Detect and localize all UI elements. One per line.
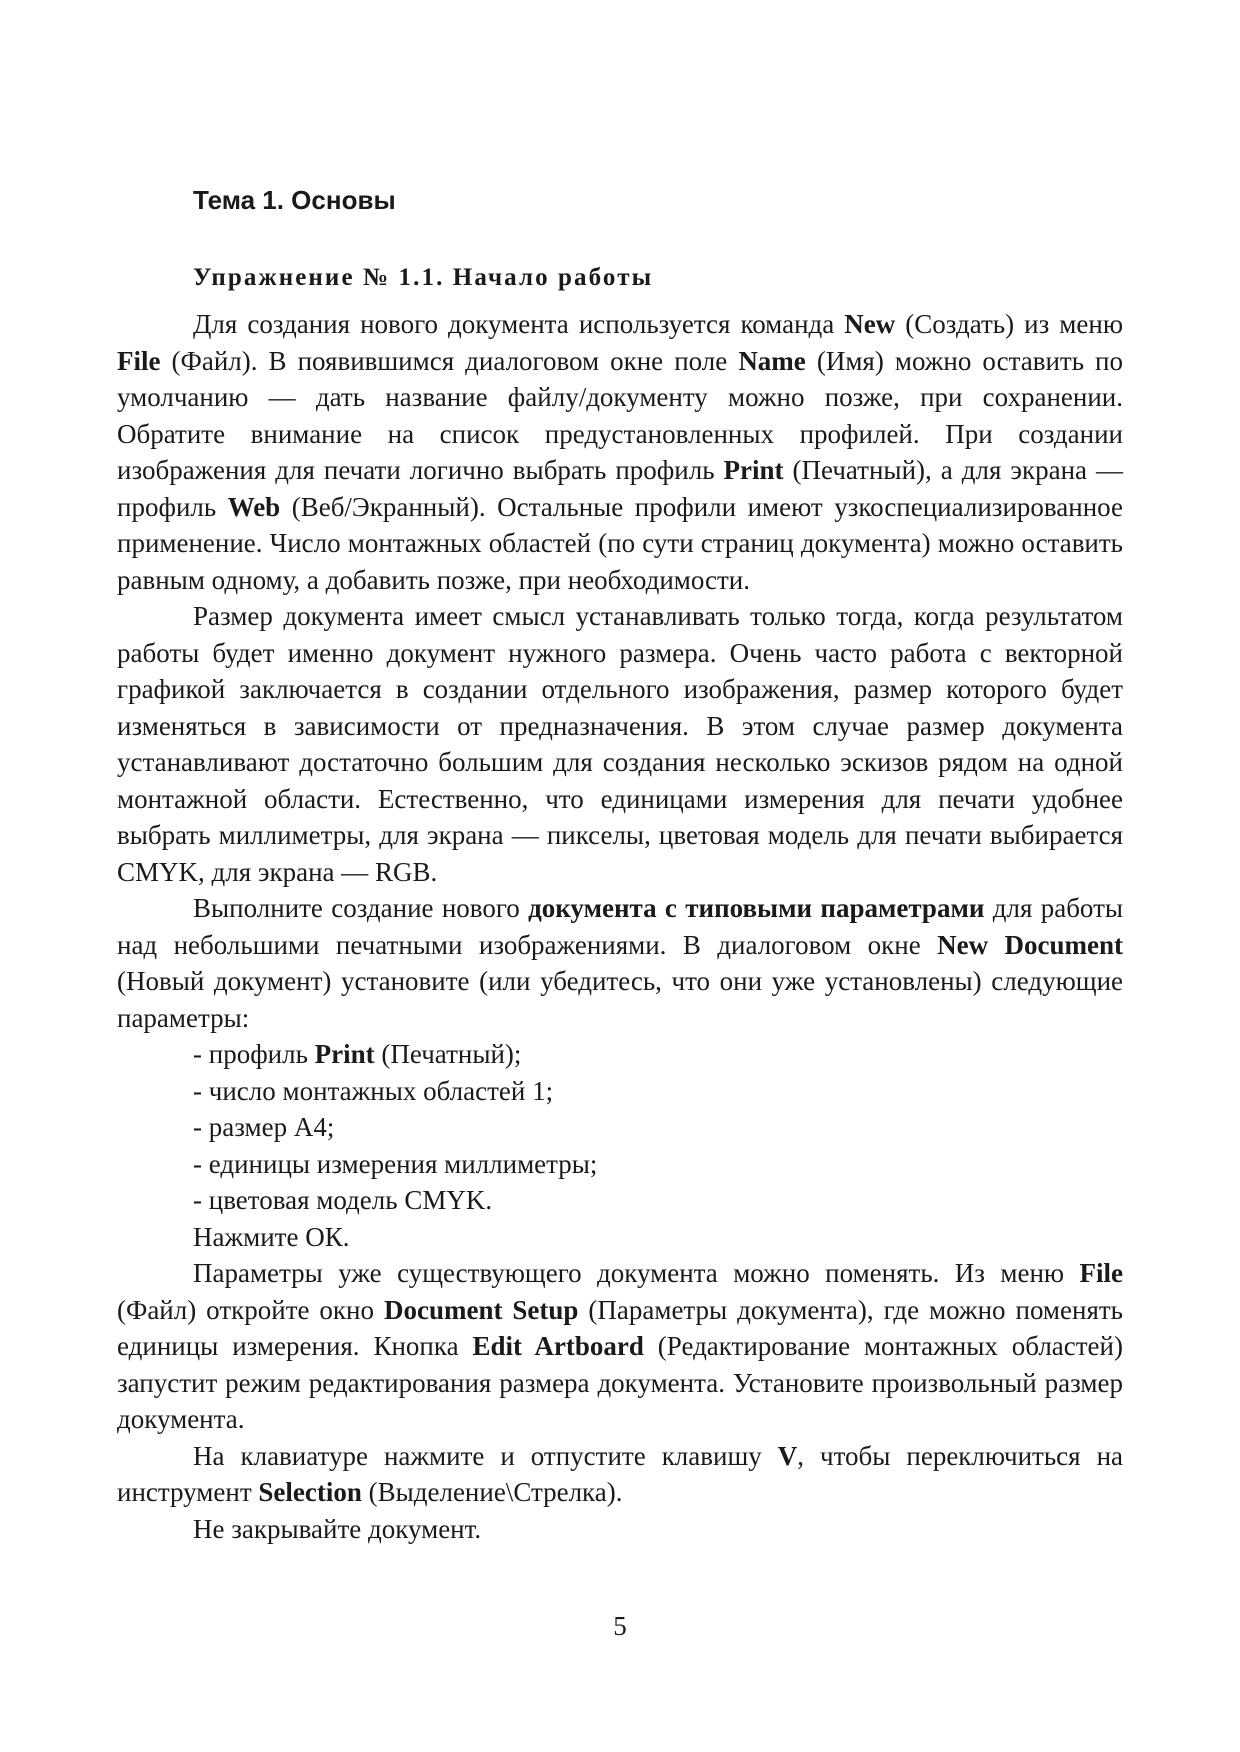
bold-term-new: New — [844, 309, 896, 339]
text-run: Для создания нового документа используется команда — [193, 309, 845, 339]
text-run: (Печатный), а для экрана — профиль — [117, 455, 1123, 522]
text-run: - профиль — [193, 1039, 315, 1069]
text-run: (Файл). В появившимся диалоговом окне поле — [160, 345, 739, 376]
bold-term-file: File — [117, 345, 161, 376]
paragraph-do-not-close: Не закрывайте документ. — [193, 1513, 482, 1544]
bold-term-edit-artboard: Edit Artboard — [472, 1331, 644, 1361]
list-item-color-model: - цветовая модель CMYK. — [193, 1185, 493, 1215]
topic-title: Тема 1. Основы — [193, 185, 396, 215]
text-run: (Параметры документа), где можно поменять единицы измерения. Кнопка — [117, 1294, 1123, 1361]
text-run: (Выделение\Стрелка). — [361, 1477, 623, 1507]
text-run: Параметры уже существующего документа можно поменять. Из меню — [193, 1258, 1080, 1288]
list-item-size: - размер А4; — [193, 1112, 335, 1142]
bold-term-print: Print — [314, 1039, 375, 1069]
text-run: (Печатный); — [374, 1039, 522, 1069]
paragraph-document-setup — [117, 1255, 1123, 1438]
text-run: (Файл) откройте окно — [117, 1294, 384, 1325]
bold-term-web: Web — [227, 491, 281, 522]
text-run: (Веб/Экранный). Остальные профили имеют узкоспециализированное применение. Число монтажных областей (по сути страниц документа) можно оставить равным одному, а добавить позже, при необходимости. — [117, 491, 1123, 595]
text-run: На клавиатуре нажмите и отпустите клавишу — [193, 1440, 778, 1471]
text-run: (Создать) из меню — [895, 309, 1123, 339]
text-run: (Имя) можно оставить по умолчанию — дать название файлу/документу можно позже, при сохранении. Обратите внимание на список предустановленных профилей. При создании изображения для печати логично выбрать профиль — [117, 345, 1123, 485]
press-ok-line: Нажмите ОК. — [193, 1221, 350, 1252]
page-number: 5 — [613, 1611, 627, 1641]
exercise-title: Упражнение № 1.1. Начало работы — [193, 264, 654, 291]
bold-term-typical-document: документа с типовыми параметрами — [528, 893, 985, 923]
list-item-profile — [117, 1036, 1123, 1073]
bold-term-selection: Selection — [258, 1477, 362, 1507]
text-run: для работы над небольшими печатными изображениями. В диалоговом окне — [117, 893, 1124, 960]
list-item-artboards: - число монтажных областей 1; — [193, 1075, 554, 1106]
bold-term-print: Print — [723, 455, 784, 485]
text-run: (Новый документ) установите (или убедитесь, что они уже установлены) следующие параметры: — [117, 966, 1123, 1033]
text-run: , чтобы переключиться на инструмент — [117, 1440, 1124, 1507]
text-run: Выполните создание нового — [193, 893, 529, 923]
paragraph-new-document — [117, 306, 1123, 598]
bold-term-file: File — [1079, 1258, 1123, 1288]
paragraph-document-size: Размер документа имеет смысл устанавливать только тогда, когда результатом работы будет именно документ нужного размера. Очень часто работа с векторной графикой заключается в создании отдельного изображения, размер которого будет изменяться в зависимости от предназначения. В этом случае размер документа устанавливают достаточно большим для создания несколько эскизов рядом на одной монтажной области. Естественно, что единицами измерения для печати удобнее выбрать миллиметры, для экрана — пикселы, цветовая модель для печати выбирается CMYK, для экрана — RGB. — [117, 601, 1123, 887]
paragraph-typical-parameters — [117, 890, 1123, 1036]
bold-term-new-document: New Document — [937, 929, 1123, 960]
bold-term-name: Name — [738, 345, 806, 376]
paragraph-selection-tool — [117, 1438, 1123, 1511]
bold-term-document-setup: Document Setup — [383, 1294, 579, 1325]
list-item-units: - единицы измерения миллиметры; — [193, 1148, 598, 1179]
text-run: (Редактирование монтажных областей) запустит режим редактирования размера документа. Установите произвольный размер документа. — [117, 1331, 1123, 1434]
bold-term-key-v: V — [777, 1440, 798, 1471]
document-body — [117, 306, 1123, 1547]
